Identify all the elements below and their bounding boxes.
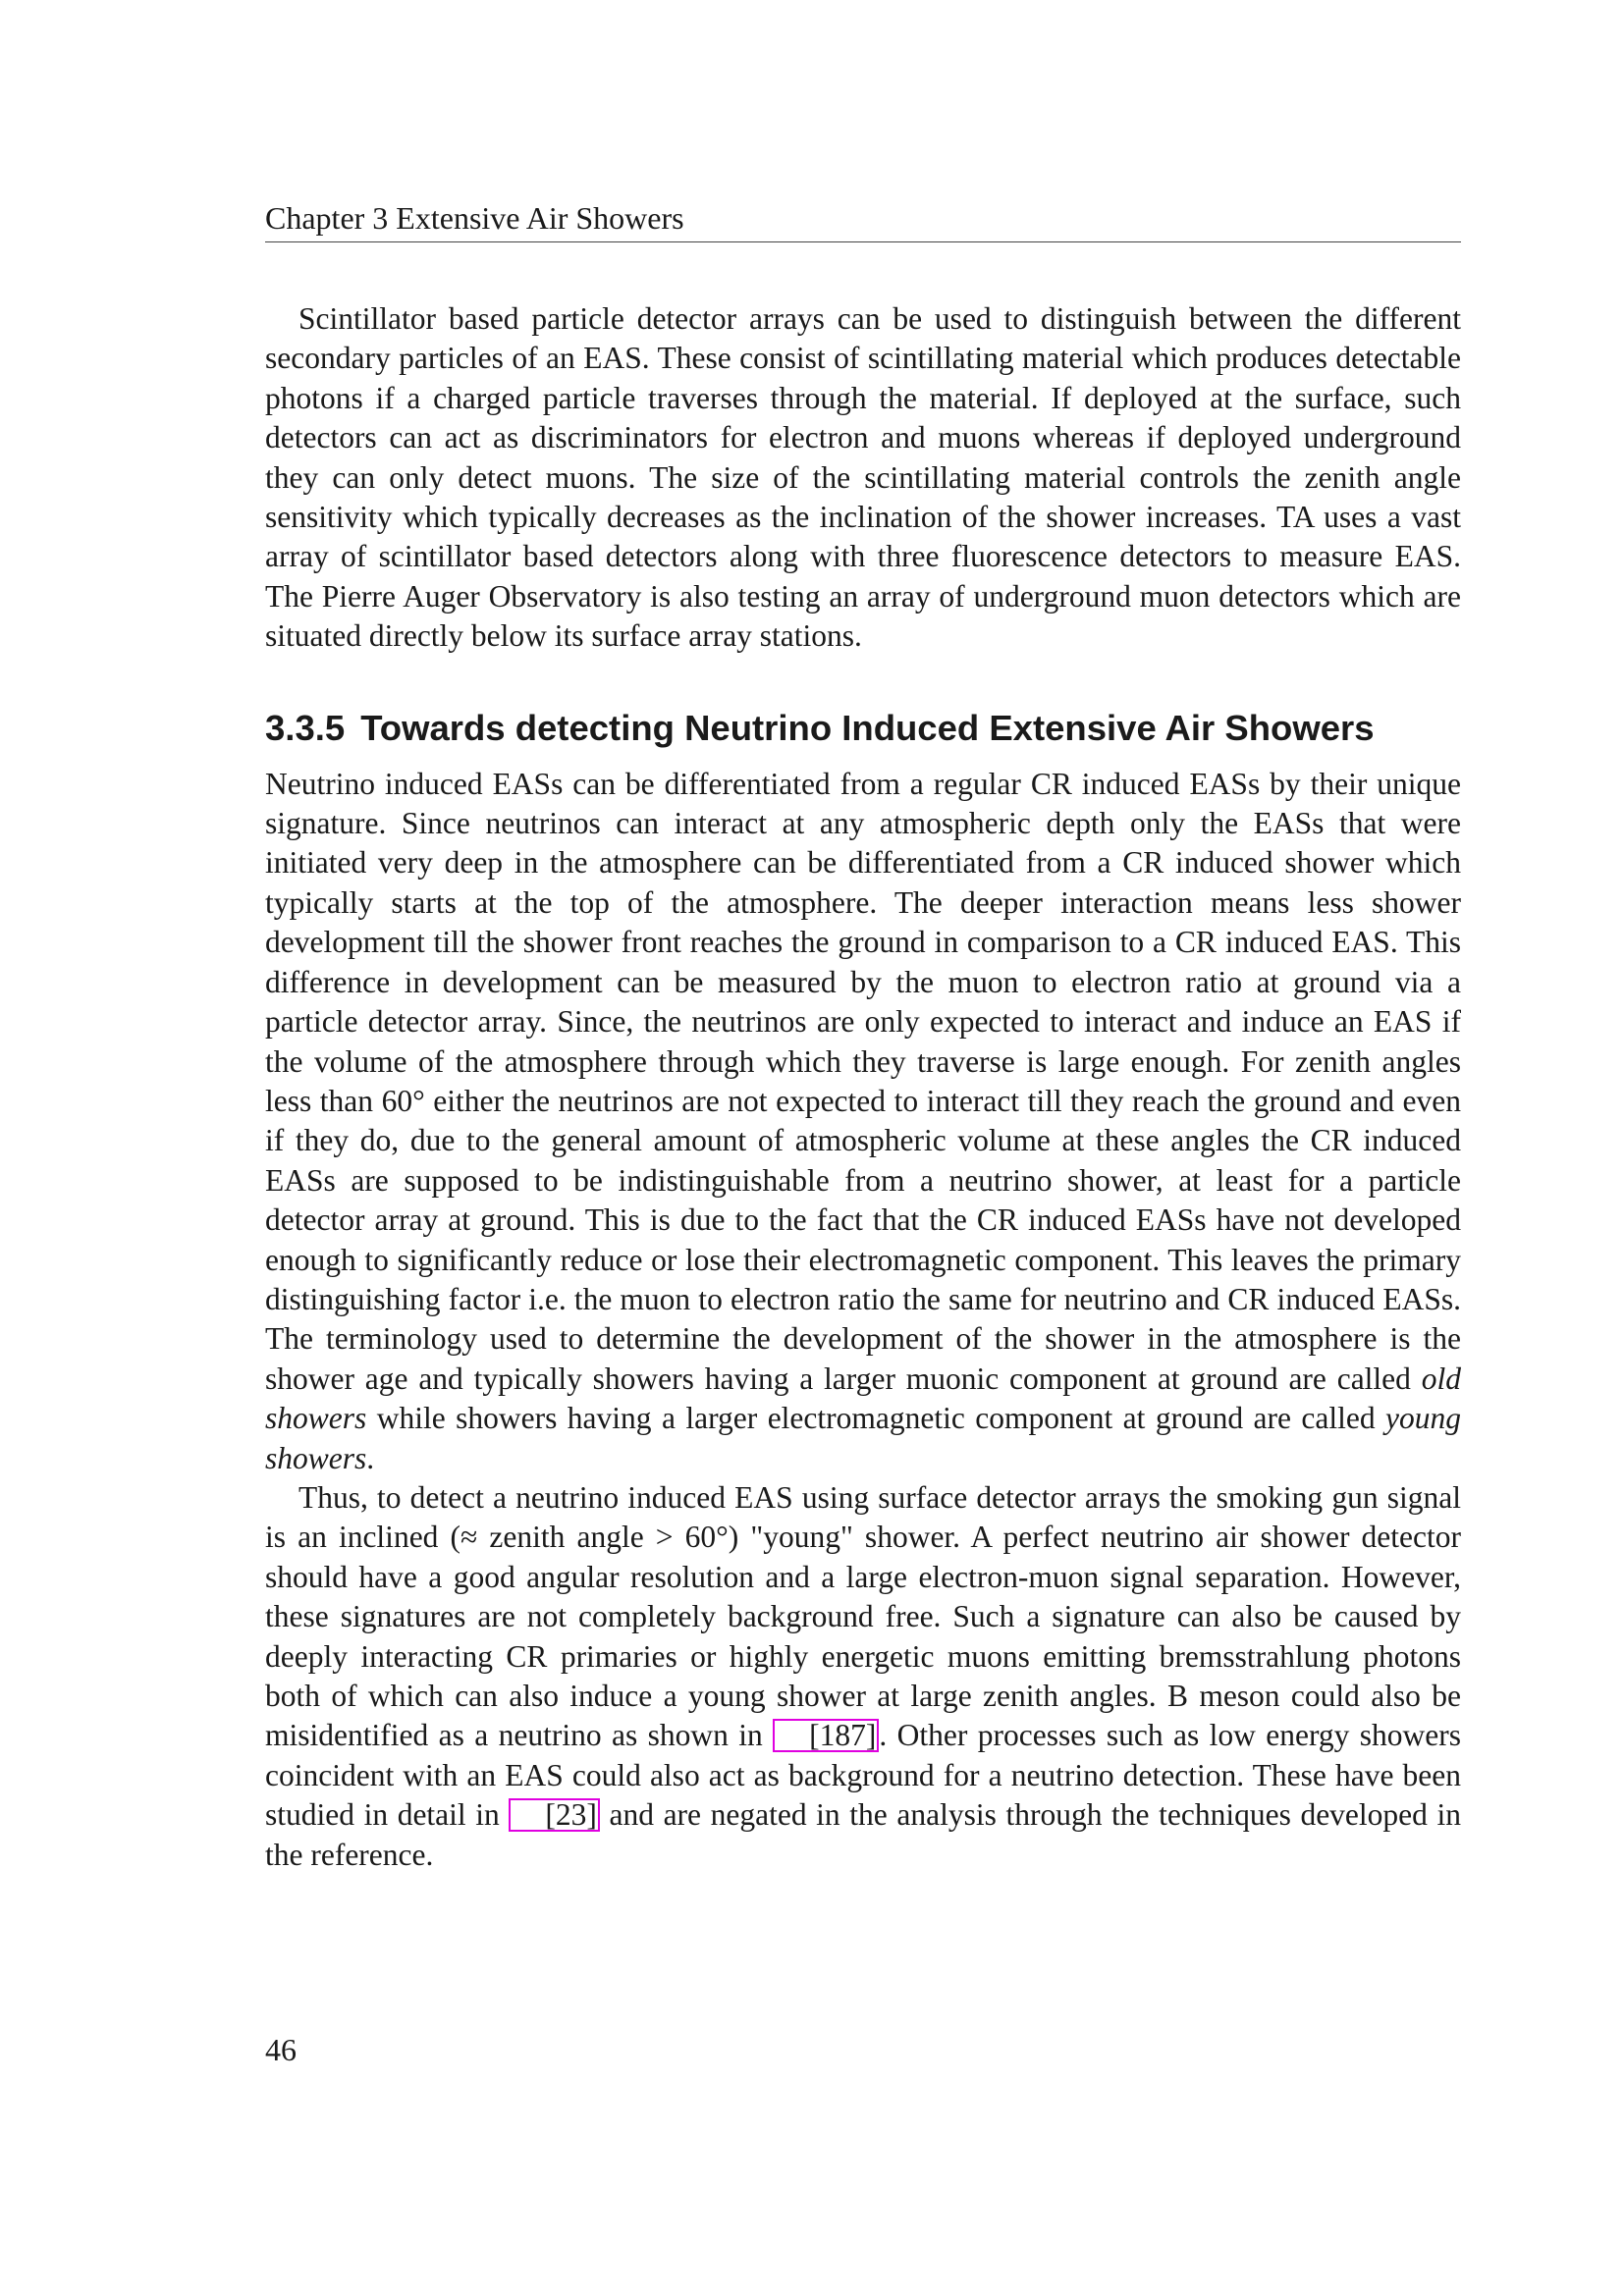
emphasis-old-showers: old showers	[265, 1361, 1461, 1436]
section-title: Towards detecting Neutrino Induced Extensive Air Showers	[360, 707, 1375, 748]
paragraph-detection-background	[265, 1478, 1461, 1875]
paragraph-text: and are negated in the analysis through the techniques developed in the reference.	[265, 1797, 1461, 1872]
page-body	[265, 299, 1461, 1875]
paragraph-text: while showers having a larger electromagnetic component at ground are called	[366, 1401, 1386, 1436]
paragraph-text: . Other processes such as low energy showers coincident with an EAS could also act as background for a neutrino detection. These have been studied in detail in	[265, 1718, 1461, 1833]
emphasis-young-showers: young showers	[265, 1401, 1461, 1475]
paragraph-text: Thus, to detect a neutrino induced EAS using surface detector arrays the smoking gun signal is an inclined (≈ zenith angle > 60°) "young" shower. A perfect neutrino air shower detector should have a good angular resolution and a large electron-muon signal separation. However, these signatures are not completely background free. Such a signature can also be caused by deeply interacting CR primaries or highly energetic muons emitting bremsstrahlung photons both of which can also induce a young shower at large zenith angles. B meson could also be misidentified as a neutrino as shown in	[265, 1479, 1461, 1753]
paragraph-neutrino-signature	[265, 765, 1461, 1478]
section-heading	[265, 706, 1461, 751]
paragraph-text: Neutrino induced EASs can be differentiated from a regular CR induced EASs by their unique signature. Since neutrinos can interact at any atmospheric depth only the EASs that were initiated very deep in the atmosphere can be differentiated from a CR induced shower which typically starts at the top of the atmosphere. The deeper interaction means less shower development till the shower front reaches the ground in comparison to a CR induced EAS. This difference in development can be measured by the muon to electron ratio at ground via a particle detector array. Since, the neutrinos are only expected to interact and induce an EAS if the volume of the atmosphere through which they traverse is large enough. For zenith angles less than 60° either the neutrinos are not expected to interact till they reach the ground and even if they do, due to the general amount of atmospheric volume at these angles the CR induced EASs are supposed to be indistinguishable from a neutrino shower, at least for a particle detector array at ground. This is due to the fact that the CR induced EASs have not developed enough to significantly reduce or lose their electromagnetic component. This leaves the primary distinguishing factor i.e. the muon to electron ratio the same for neutrino and CR induced EASs. The terminology used to determine the development of the shower in the atmosphere is the shower age and typically showers having a larger muonic component at ground are called	[265, 766, 1461, 1396]
paragraph-scintillator-detectors: Scintillator based particle detector arrays can be used to distinguish between the different secondary particles of an EAS. These consist of scintillating material which produces detectable photons if a charged particle traverses through the material. If deployed at the surface, such detectors can act as discriminators for electron and muons whereas if deployed underground they can only detect muons. The size of the scintillating material controls the zenith angle sensitivity which typically decreases as the inclination of the shower increases. TA uses a vast array of scintillator based detectors along with three fluorescence detectors to measure EAS. The Pierre Auger Observatory is also testing an array of underground muon detectors which are situated directly below its surface array stations.	[265, 301, 1461, 654]
running-head: Chapter 3 Extensive Air Showers	[265, 198, 1461, 242]
citation-link-187[interactable]: [187]	[773, 1719, 879, 1752]
citation-link-23[interactable]: [23]	[509, 1798, 599, 1832]
section-number: 3.3.5	[265, 707, 346, 748]
paragraph-text: .	[366, 1440, 375, 1475]
page-number: 46	[265, 2032, 297, 2067]
